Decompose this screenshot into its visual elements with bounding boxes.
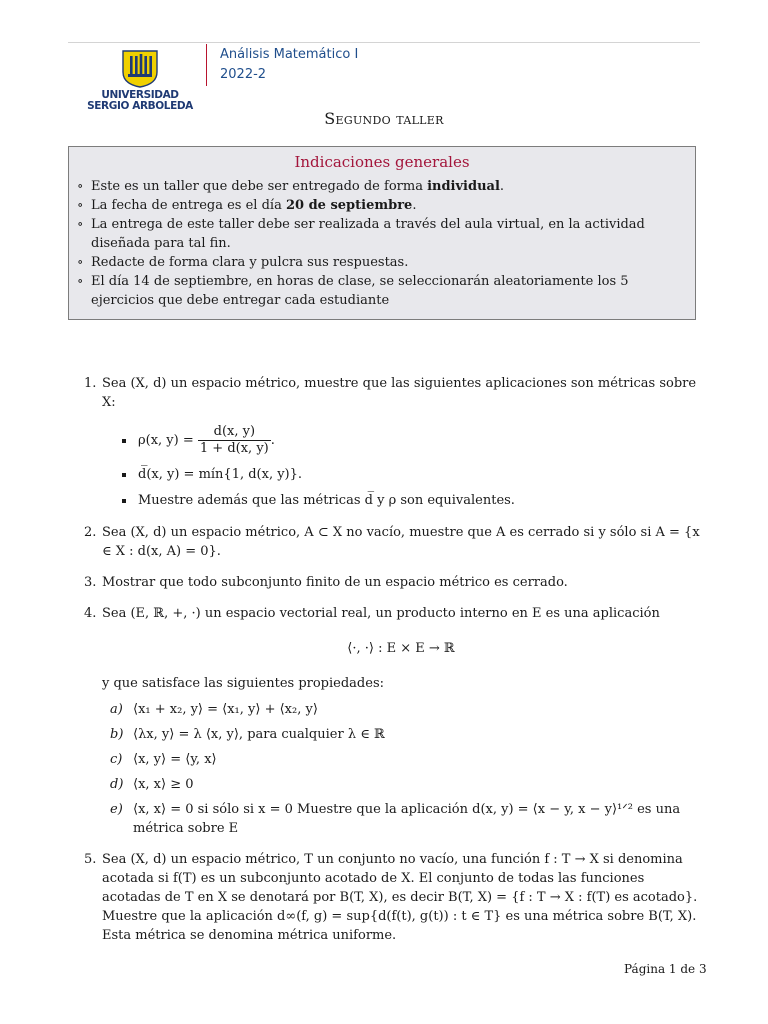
property-b: b) ⟨λx, y⟩ = λ ⟨x, y⟩, para cualquier λ ∈ ℝ bbox=[110, 727, 385, 742]
exercise-1-item-equiv: Muestre además que las métricas d̅ y ρ son equivalentes. bbox=[102, 491, 700, 510]
header-divider bbox=[206, 44, 207, 86]
course-name: Análisis Matemático I bbox=[220, 47, 359, 62]
course-info bbox=[220, 45, 358, 85]
exercise-list bbox=[84, 374, 700, 945]
property-d: d) ⟨x, x⟩ ≥ 0 bbox=[110, 777, 194, 792]
instruction-item: ∘ La fecha de entrega es el día 20 de septiembre. bbox=[77, 198, 417, 213]
university-name: UNIVERSIDAD SERGIO ARBOLEDA bbox=[87, 89, 193, 112]
exercise-4: 4. Sea (E, ℝ, +, ·) un espacio vectorial real, un producto interno en E es una aplicación ⟨·, ·⟩ : E × E → ℝ y que satisface las siguientes propiedades: a) ⟨x₁ + x₂, y⟩ = ⟨x₁, y⟩ + ⟨x₂, y⟩ b) ⟨λx, y⟩ = λ ⟨x, y⟩, para cualquier λ ∈ ℝ c) ⟨x, y⟩ = ⟨y, x⟩ d) ⟨x, x⟩ ≥ 0 e) ⟨x, x⟩ = 0 si sólo si x = 0 Muestre que la aplicación d(x, y) = ⟨x − y, x − y⟩¹ᐟ² es una métrica sobre E bbox=[84, 604, 700, 838]
course-term: 2022-2 bbox=[220, 67, 267, 82]
instruction-item: ∘ Redacte de forma clara y pulcra sus respuestas. bbox=[77, 255, 409, 270]
exercise-1: 1. Sea (X, d) un espacio métrico, muestre que las siguientes aplicaciones son métricas sobre X: ρ(x, y) = $\frac{d(x, y)}{1 + d(x, y)}$ . d̅(x, y) = mín{1, d(x, y)}. Muestre además que las métricas d̅ y ρ son equivalentes. bbox=[84, 374, 700, 510]
university-logo bbox=[84, 50, 196, 116]
property-e: e) ⟨x, x⟩ = 0 si sólo si x = 0 Muestre que la aplicación d(x, y) = ⟨x − y, x − y⟩¹ᐟ² es una métrica sobre E bbox=[110, 802, 681, 836]
instruction-item: ∘ Este es un taller que debe ser entregado de forma individual. bbox=[77, 179, 505, 194]
instruction-item: ∘ La entrega de este taller debe ser realizada a través del aula virtual, en la actividad diseñada para tal fin. bbox=[77, 217, 645, 251]
exercise-5: 5. Sea (X, d) un espacio métrico, T un conjunto no vacío, una función f : T → X si denomina acotada si f(T) es un subconjunto acotado de X. El conjunto de todas las funciones acotadas de T en X se denotará por B(T, X), es decir B(T, X) = {f : T → X : f(T) es acotado}. Muestre que la aplicación d∞(f, g) = sup{d(f(t), g(t)) : t ∈ T} es una métrica sobre B(T, X). Esta métrica se denomina métrica uniforme. bbox=[84, 852, 698, 943]
inner-product-map: ⟨·, ·⟩ : E × E → ℝ bbox=[347, 641, 455, 656]
exercise-2: 2. Sea (X, d) un espacio métrico, A ⊂ X no vacío, muestre que A es cerrado si y sólo si A = {x ∈ X : d(x, A) = 0}. bbox=[84, 525, 700, 559]
shield-icon bbox=[122, 50, 158, 88]
exercise-3: 3. Mostrar que todo subconjunto finito de un espacio métrico es cerrado. bbox=[84, 575, 568, 590]
instruction-item: ∘ El día 14 de septiembre, en horas de clase, se seleccionarán aleatoriamente los 5 ejercicios que debe entregar cada estudiante bbox=[77, 274, 629, 308]
exercise-1-item-rho: ρ(x, y) = $\frac{d(x, y)}{1 + d(x, y)}$ . bbox=[102, 423, 700, 459]
header-rule bbox=[68, 42, 700, 43]
instructions-box bbox=[68, 146, 696, 320]
document-title: Segundo taller bbox=[324, 109, 444, 128]
page-number: Página 1 de 3 bbox=[624, 962, 707, 976]
property-c: c) ⟨x, y⟩ = ⟨y, x⟩ bbox=[110, 752, 217, 767]
exercise-1-item-dbar: d̅(x, y) = mín{1, d(x, y)}. bbox=[102, 465, 700, 484]
instructions-title: Indicaciones generales bbox=[294, 153, 470, 171]
fraction: $\frac{d(x, y)}{1 + d(x, y)}$ bbox=[199, 424, 269, 456]
property-a: a) ⟨x₁ + x₂, y⟩ = ⟨x₁, y⟩ + ⟨x₂, y⟩ bbox=[110, 702, 318, 717]
